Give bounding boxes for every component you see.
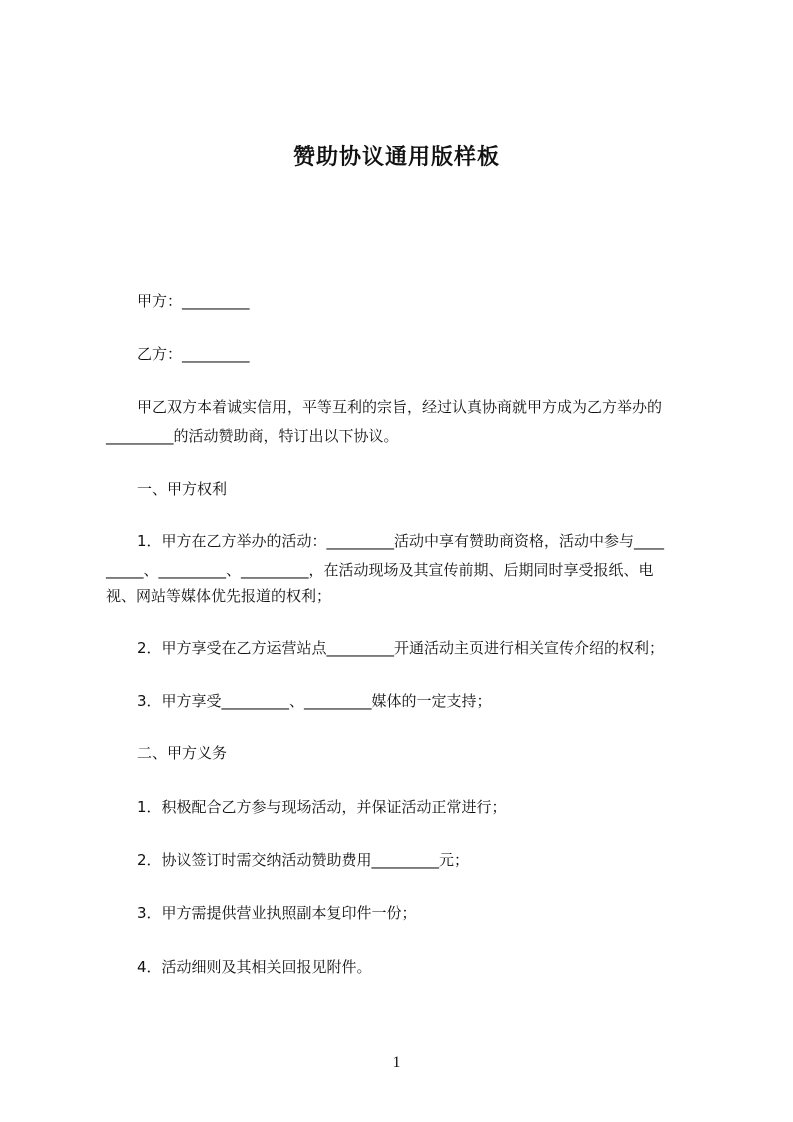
s1-item1-line-1: 1．甲方在乙方举办的活动：_________活动中享有赞助商资格，活动中参与____ — [137, 532, 665, 550]
s2-item1: 1．积极配合乙方参与现场活动，并保证活动正常进行； — [137, 798, 507, 816]
s1-item3: 3．甲方享受_________、_________媒体的一定支持； — [137, 692, 492, 710]
party-b-line: 乙方：_________ — [137, 345, 250, 363]
section-2-heading: 二、甲方义务 — [137, 744, 228, 762]
document-title: 赞助协议通用版样板 — [292, 145, 500, 170]
s2-item4: 4．活动细则及其相关回报见附件。 — [137, 958, 372, 976]
party-a-line: 甲方：_________ — [137, 292, 250, 310]
page-number: 1 — [392, 1054, 401, 1071]
s2-item3: 3．甲方需提供营业执照副本复印件一份； — [137, 904, 417, 922]
s2-item2: 2．协议签订时需交纳活动赞助费用_________元； — [137, 851, 470, 869]
s1-item1-line-3: 视、网站等媒体优先报道的权利； — [106, 587, 332, 605]
preamble-line-2: _________的活动赞助商，特订出以下协议。 — [106, 427, 399, 445]
s1-item1-line-2: _____、_________、_________，在活动现场及其宣传前期、后期同时享受报纸、电 — [106, 561, 654, 579]
section-1-heading: 一、甲方权利 — [137, 480, 228, 498]
preamble-line-1: 甲乙双方本着诚实信用，平等互利的宗旨，经过认真协商就甲方成为乙方举办的 — [137, 398, 663, 416]
s1-item2: 2．甲方享受在乙方运营站点_________开通活动主页进行相关宣传介绍的权利； — [137, 639, 665, 657]
